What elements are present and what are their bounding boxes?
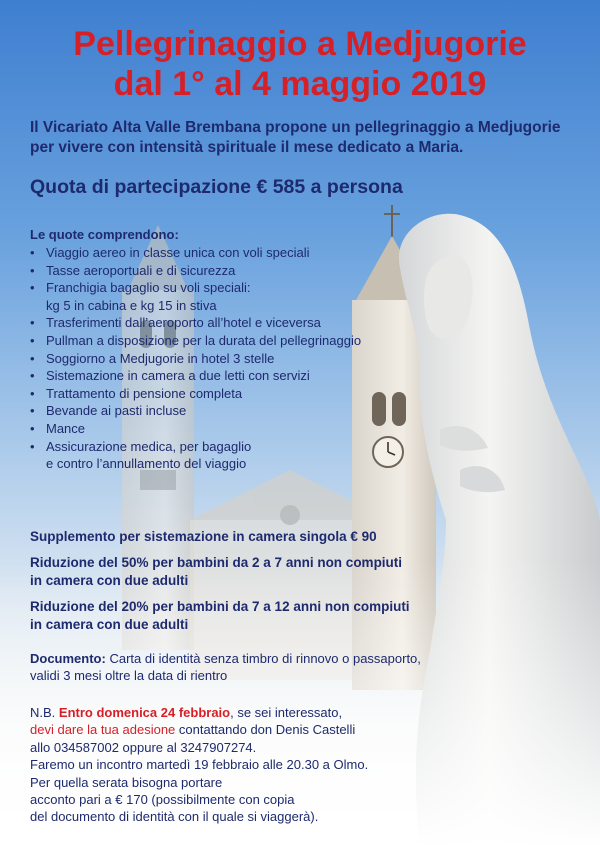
title-line-1: Pellegrinaggio a Medjugorie [73,25,527,63]
document-text: Carta di identità senza timbro di rinnovo o passaporto, [105,651,421,666]
list-item-text: • Franchigia bagaglio su voli speciali: [46,280,251,296]
nb-meeting: Faremo un incontro martedì 19 febbraio alle 20.30 a Olmo. [30,757,369,773]
nb-prefix: N.B. [30,705,59,720]
nb-id-copy: del documento di identità con il quale si viaggerà). [30,809,319,825]
price-heading: Quota di partecipazione € 585 a persona [30,176,403,198]
nota-bene [30,704,450,826]
list-item-continuation: kg 5 in cabina e kg 15 in stiva [46,297,217,313]
intro-paragraph [30,118,575,158]
nb-deposit: acconto pari a € 170 (possibilmente con copia [30,792,295,808]
reduction-20 [30,598,510,634]
list-item [30,279,410,314]
list-item [30,244,410,262]
document-text-line-2: validi 3 mesi oltre la data di rientro [30,668,228,683]
list-item-text: Viaggio aereo in classe unica con voli speciali [46,245,310,260]
title-line-2: dal 1° al 4 maggio 2019 [113,65,487,103]
includes-heading: Le quote comprendono: [30,227,179,242]
list-item [30,314,410,332]
list-item-text: Soggiorno a Medjugorie in hotel 3 stelle [46,350,275,366]
nb-phone-numbers: allo 034587002 oppure al 3247907274. [30,739,257,755]
list-item-text: Tasse aeroportuali e di sicurezza [46,262,236,278]
list-item-text: Bevande ai pasti incluse [46,403,187,419]
list-item-text: Mance [46,420,86,436]
includes-list [30,244,410,473]
list-item [30,420,410,438]
nb-adhesion: devi dare la tua adesione [30,722,176,738]
nb-deadline: Entro domenica 24 febbraio [58,705,231,720]
intro-line-1: Il Vicariato Alta Valle Brembana propone un pellegrinaggio a Medjugorie [30,119,561,136]
list-item-text: • Assicurazione medica, per bagaglio [46,438,252,454]
list-item [30,367,410,385]
list-item-text: Sistemazione in camera a due letti con servizi [46,368,310,384]
list-item-text: Trasferimenti dall’aeroporto all’hotel e viceversa [46,315,321,331]
list-item [30,402,410,420]
document-requirement [30,650,480,684]
list-item-text: Trattamento di pensione completa [46,385,243,401]
nb-bring-line: Per quella serata bisogna portare [30,774,223,790]
list-item [30,350,410,368]
reduction-50-line-1: Riduzione del 50% per bambini da 2 a 7 anni non compiuti [30,555,403,570]
list-item [30,332,410,350]
intro-line-2: per vivere con intensità spirituale il mese dedicato a Maria. [30,139,464,156]
list-item-text: Pullman a disposizione per la durata del pellegrinaggio [46,332,362,348]
list-item-continuation: e contro l’annullamento del viaggio [46,456,247,472]
reduction-50 [30,554,510,590]
list-item [30,262,410,280]
list-item [30,385,410,403]
list-item [30,438,410,473]
reduction-20-line-1: Riduzione del 20% per bambini da 7 a 12 anni non compiuti [30,599,410,614]
nb-contact: contattando don Denis Castelli [175,722,356,738]
reduction-50-line-2: in camera con due adulti [30,573,189,588]
nb-after-deadline: , se sei interessato, [230,705,343,720]
document-label: Documento: [30,651,106,666]
reduction-20-line-2: in camera con due adulti [30,617,189,632]
single-room-supplement: Supplemento per sistemazione in camera singola € 90 [30,529,377,544]
